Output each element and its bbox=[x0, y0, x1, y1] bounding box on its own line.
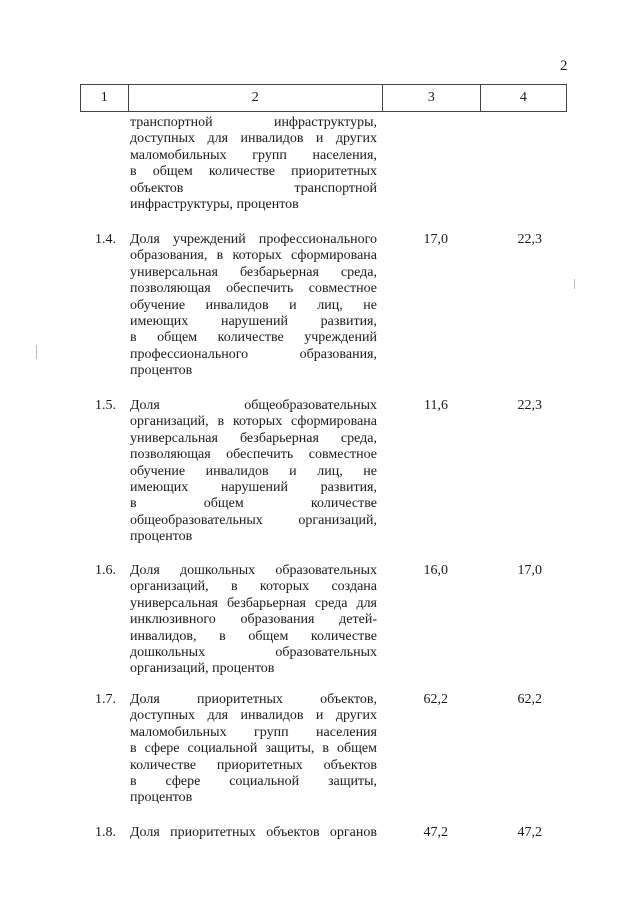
description-line: инфраструктуры, процентов bbox=[130, 197, 299, 213]
description-line: маломобильных групп населения bbox=[130, 724, 377, 740]
column-header-1: 1 bbox=[81, 85, 129, 112]
description-line: имеющих нарушений развития, bbox=[130, 480, 377, 496]
description-line: маломобильных групп населения, bbox=[130, 147, 377, 163]
description-line: процентов bbox=[130, 790, 193, 806]
description-line: процентов bbox=[130, 529, 193, 545]
value-col3: 11,6 bbox=[424, 398, 448, 413]
description-line: дошкольных образовательных bbox=[130, 645, 377, 661]
row-number: 1.6. bbox=[95, 563, 116, 578]
description-line: в общем количестве bbox=[130, 496, 377, 512]
description-line: процентов bbox=[130, 363, 193, 379]
column-header-2: 2 bbox=[128, 85, 382, 112]
description-line: организаций, процентов bbox=[130, 661, 275, 677]
description-line: позволяющая обеспечить совместное bbox=[130, 447, 377, 463]
value-col4: 47,2 bbox=[517, 825, 542, 840]
row-description bbox=[130, 232, 377, 380]
description-line: в общем количестве приоритетных bbox=[130, 164, 377, 180]
scan-artifact bbox=[574, 279, 575, 289]
description-line: обучение инвалидов и лиц, не bbox=[130, 463, 377, 479]
description-line: в сфере социальной защиты, в общем bbox=[130, 741, 377, 757]
row-description bbox=[130, 563, 377, 678]
row-number: 1.7. bbox=[95, 692, 116, 707]
column-header-table bbox=[80, 84, 567, 112]
row-description bbox=[130, 692, 377, 807]
row-number: 1.4. bbox=[95, 232, 116, 247]
row-description bbox=[130, 825, 377, 841]
value-col3: 62,2 bbox=[423, 692, 448, 707]
description-line: объектов транспортной bbox=[130, 180, 377, 196]
value-col4: 62,2 bbox=[517, 692, 542, 707]
row-description bbox=[130, 398, 377, 546]
description-line: Доля общеобразовательных bbox=[130, 398, 377, 413]
value-col3: 16,0 bbox=[423, 563, 448, 578]
column-header-4: 4 bbox=[480, 85, 566, 112]
row-number: 1.5. bbox=[95, 398, 116, 413]
description-line: универсальная безбарьерная среда для bbox=[130, 595, 377, 611]
description-line: Доля приоритетных объектов органов bbox=[130, 825, 377, 840]
description-line: универсальная безбарьерная среда, bbox=[130, 430, 377, 446]
description-line: общеобразовательных организаций, bbox=[130, 512, 377, 528]
description-line: инклюзивного образования детей- bbox=[130, 612, 377, 628]
description-line: имеющих нарушений развития, bbox=[130, 314, 377, 330]
value-col4: 22,3 bbox=[517, 232, 542, 247]
row-number: 1.8. bbox=[95, 825, 116, 840]
description-line: доступных для инвалидов и других bbox=[130, 708, 377, 724]
description-line: обучение инвалидов и лиц, не bbox=[130, 297, 377, 313]
description-line: количестве приоритетных объектов bbox=[130, 757, 377, 773]
row-description bbox=[130, 115, 377, 213]
description-line: Доля приоритетных объектов, bbox=[130, 692, 377, 707]
description-line: позволяющая обеспечить совместное bbox=[130, 281, 377, 297]
description-line: в общем количестве учреждений bbox=[130, 330, 377, 346]
value-col4: 22,3 bbox=[517, 398, 542, 413]
description-line: Доля дошкольных образовательных bbox=[130, 563, 377, 578]
page-number: 2 bbox=[560, 58, 568, 74]
value-col4: 17,0 bbox=[517, 563, 542, 578]
description-line: инвалидов, в общем количестве bbox=[130, 628, 377, 644]
description-line: организаций, в которых сформирована bbox=[130, 414, 377, 430]
description-line: доступных для инвалидов и других bbox=[130, 131, 377, 147]
description-line: образования, в которых сформирована bbox=[130, 248, 377, 264]
column-header-row bbox=[81, 85, 567, 112]
description-line: профессионального образования, bbox=[130, 346, 377, 362]
description-line: Доля учреждений профессионального bbox=[130, 232, 377, 247]
value-col3: 17,0 bbox=[423, 232, 448, 247]
scan-artifact bbox=[36, 345, 37, 359]
value-col3: 47,2 bbox=[423, 825, 448, 840]
description-line: универсальная безбарьерная среда, bbox=[130, 264, 377, 280]
description-line: в сфере социальной защиты, bbox=[130, 774, 377, 790]
column-header-3: 3 bbox=[382, 85, 480, 112]
description-line: организаций, в которых создана bbox=[130, 579, 377, 595]
description-line: транспортной инфраструктуры, bbox=[130, 115, 377, 130]
